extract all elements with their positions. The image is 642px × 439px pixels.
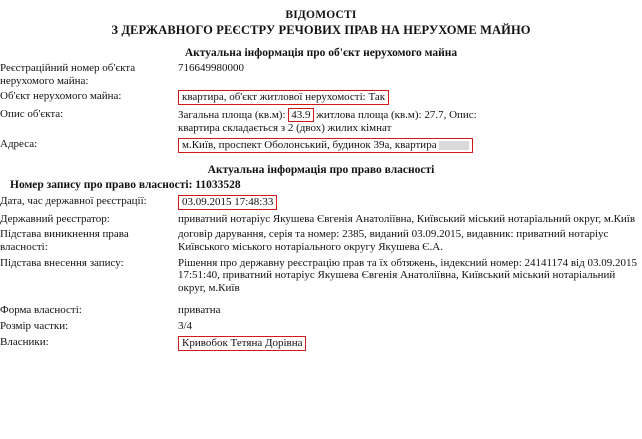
title-line-1: ВІДОМОСТІ xyxy=(285,9,357,21)
area-label: Загальна площа (кв.м): xyxy=(178,109,286,122)
row-value: 716649980000 xyxy=(178,62,244,74)
ownership-info-table xyxy=(0,195,642,354)
row-label: Дата, час державної реєстрації: xyxy=(0,194,147,207)
table-row xyxy=(0,304,642,320)
document-page xyxy=(0,9,642,439)
row-value: приватний нотаріус Якушева Євгенія Анатоліївна, Київський міський нотаріальний округ, м.Київ xyxy=(178,212,636,225)
row-value: Рішення про державну реєстрацію прав та їх обтяжень, індексний номер: 24141174 від 03.09.2015 17:51:40, приватний нотаріус Якушева Євгенія Анатоліївна, Київський міський нотаріальний округ, м.Київ xyxy=(178,256,637,294)
area-rest: житлова площа (кв.м): 27.7, Опис: xyxy=(316,109,477,122)
row-label: Розмір частки: xyxy=(0,319,69,332)
highlighted-total-area: 43.9 xyxy=(288,108,313,122)
table-row xyxy=(0,195,642,213)
row-label: Форма власності: xyxy=(0,304,82,317)
row-label: Адреса: xyxy=(0,137,38,150)
address-text: м.Київ, проспект Оболонський, будинок 39а, квартира xyxy=(182,138,437,151)
object-info-table xyxy=(0,62,642,156)
highlighted-address xyxy=(178,138,473,153)
row-label: Реєстраційний номер об'єкта нерухомого майна: xyxy=(0,62,136,87)
table-row xyxy=(0,138,642,156)
row-label: Державний реєстратор: xyxy=(0,212,110,225)
ownership-record-number: Номер запису про право власності: 11033528 xyxy=(10,178,241,191)
table-row xyxy=(0,336,642,354)
table-row xyxy=(0,320,642,336)
table-row xyxy=(0,108,642,138)
row-label: Підстава внесення запису: xyxy=(0,256,124,269)
table-row xyxy=(0,213,642,229)
row-label: Підстава виникнення права власності: xyxy=(0,228,129,253)
row-value-cell xyxy=(178,195,642,213)
row-label: Об'єкт нерухомого майна: xyxy=(0,90,122,103)
row-value: договір дарування, серія та номер: 2385, виданий 03.09.2015, видавник: приватний нотаріус Київського міського нотаріального округу Якушева Є.А. xyxy=(178,228,609,253)
table-row xyxy=(0,257,642,298)
table-row xyxy=(0,90,642,108)
row-value-cell xyxy=(178,336,642,354)
row-label: Власники: xyxy=(0,335,49,348)
section-heading-ownership-info: Актуальна інформація про право власності xyxy=(207,163,435,176)
table-row xyxy=(0,228,642,256)
document-title xyxy=(0,9,642,38)
highlighted-registration-datetime: 03.09.2015 17:48:33 xyxy=(178,195,277,210)
row-value: приватна xyxy=(178,304,221,317)
title-line-2: З ДЕРЖАВНОГО РЕЄСТРУ РЕЧОВИХ ПРАВ НА НЕРУХОМЕ МАЙНО xyxy=(111,23,531,37)
highlighted-value: квартира, об'єкт житлової нерухомості: Так xyxy=(178,90,389,105)
section-heading-object-info: Актуальна інформація про об'єкт нерухомого майна xyxy=(184,47,458,59)
highlighted-owner-name: Кривобок Тетяна Дорівна xyxy=(178,336,306,351)
table-row xyxy=(0,62,642,90)
row-value: 3/4 xyxy=(178,319,193,332)
object-description-line2: квартира складається з 2 (двох) жилих кімнат xyxy=(178,122,392,135)
row-value-cell xyxy=(178,90,642,108)
redaction-block xyxy=(439,141,469,150)
spacer-row xyxy=(0,297,642,304)
row-value-cell xyxy=(178,108,642,138)
row-label: Опис об'єкта: xyxy=(0,108,64,121)
row-value-cell xyxy=(178,138,642,156)
